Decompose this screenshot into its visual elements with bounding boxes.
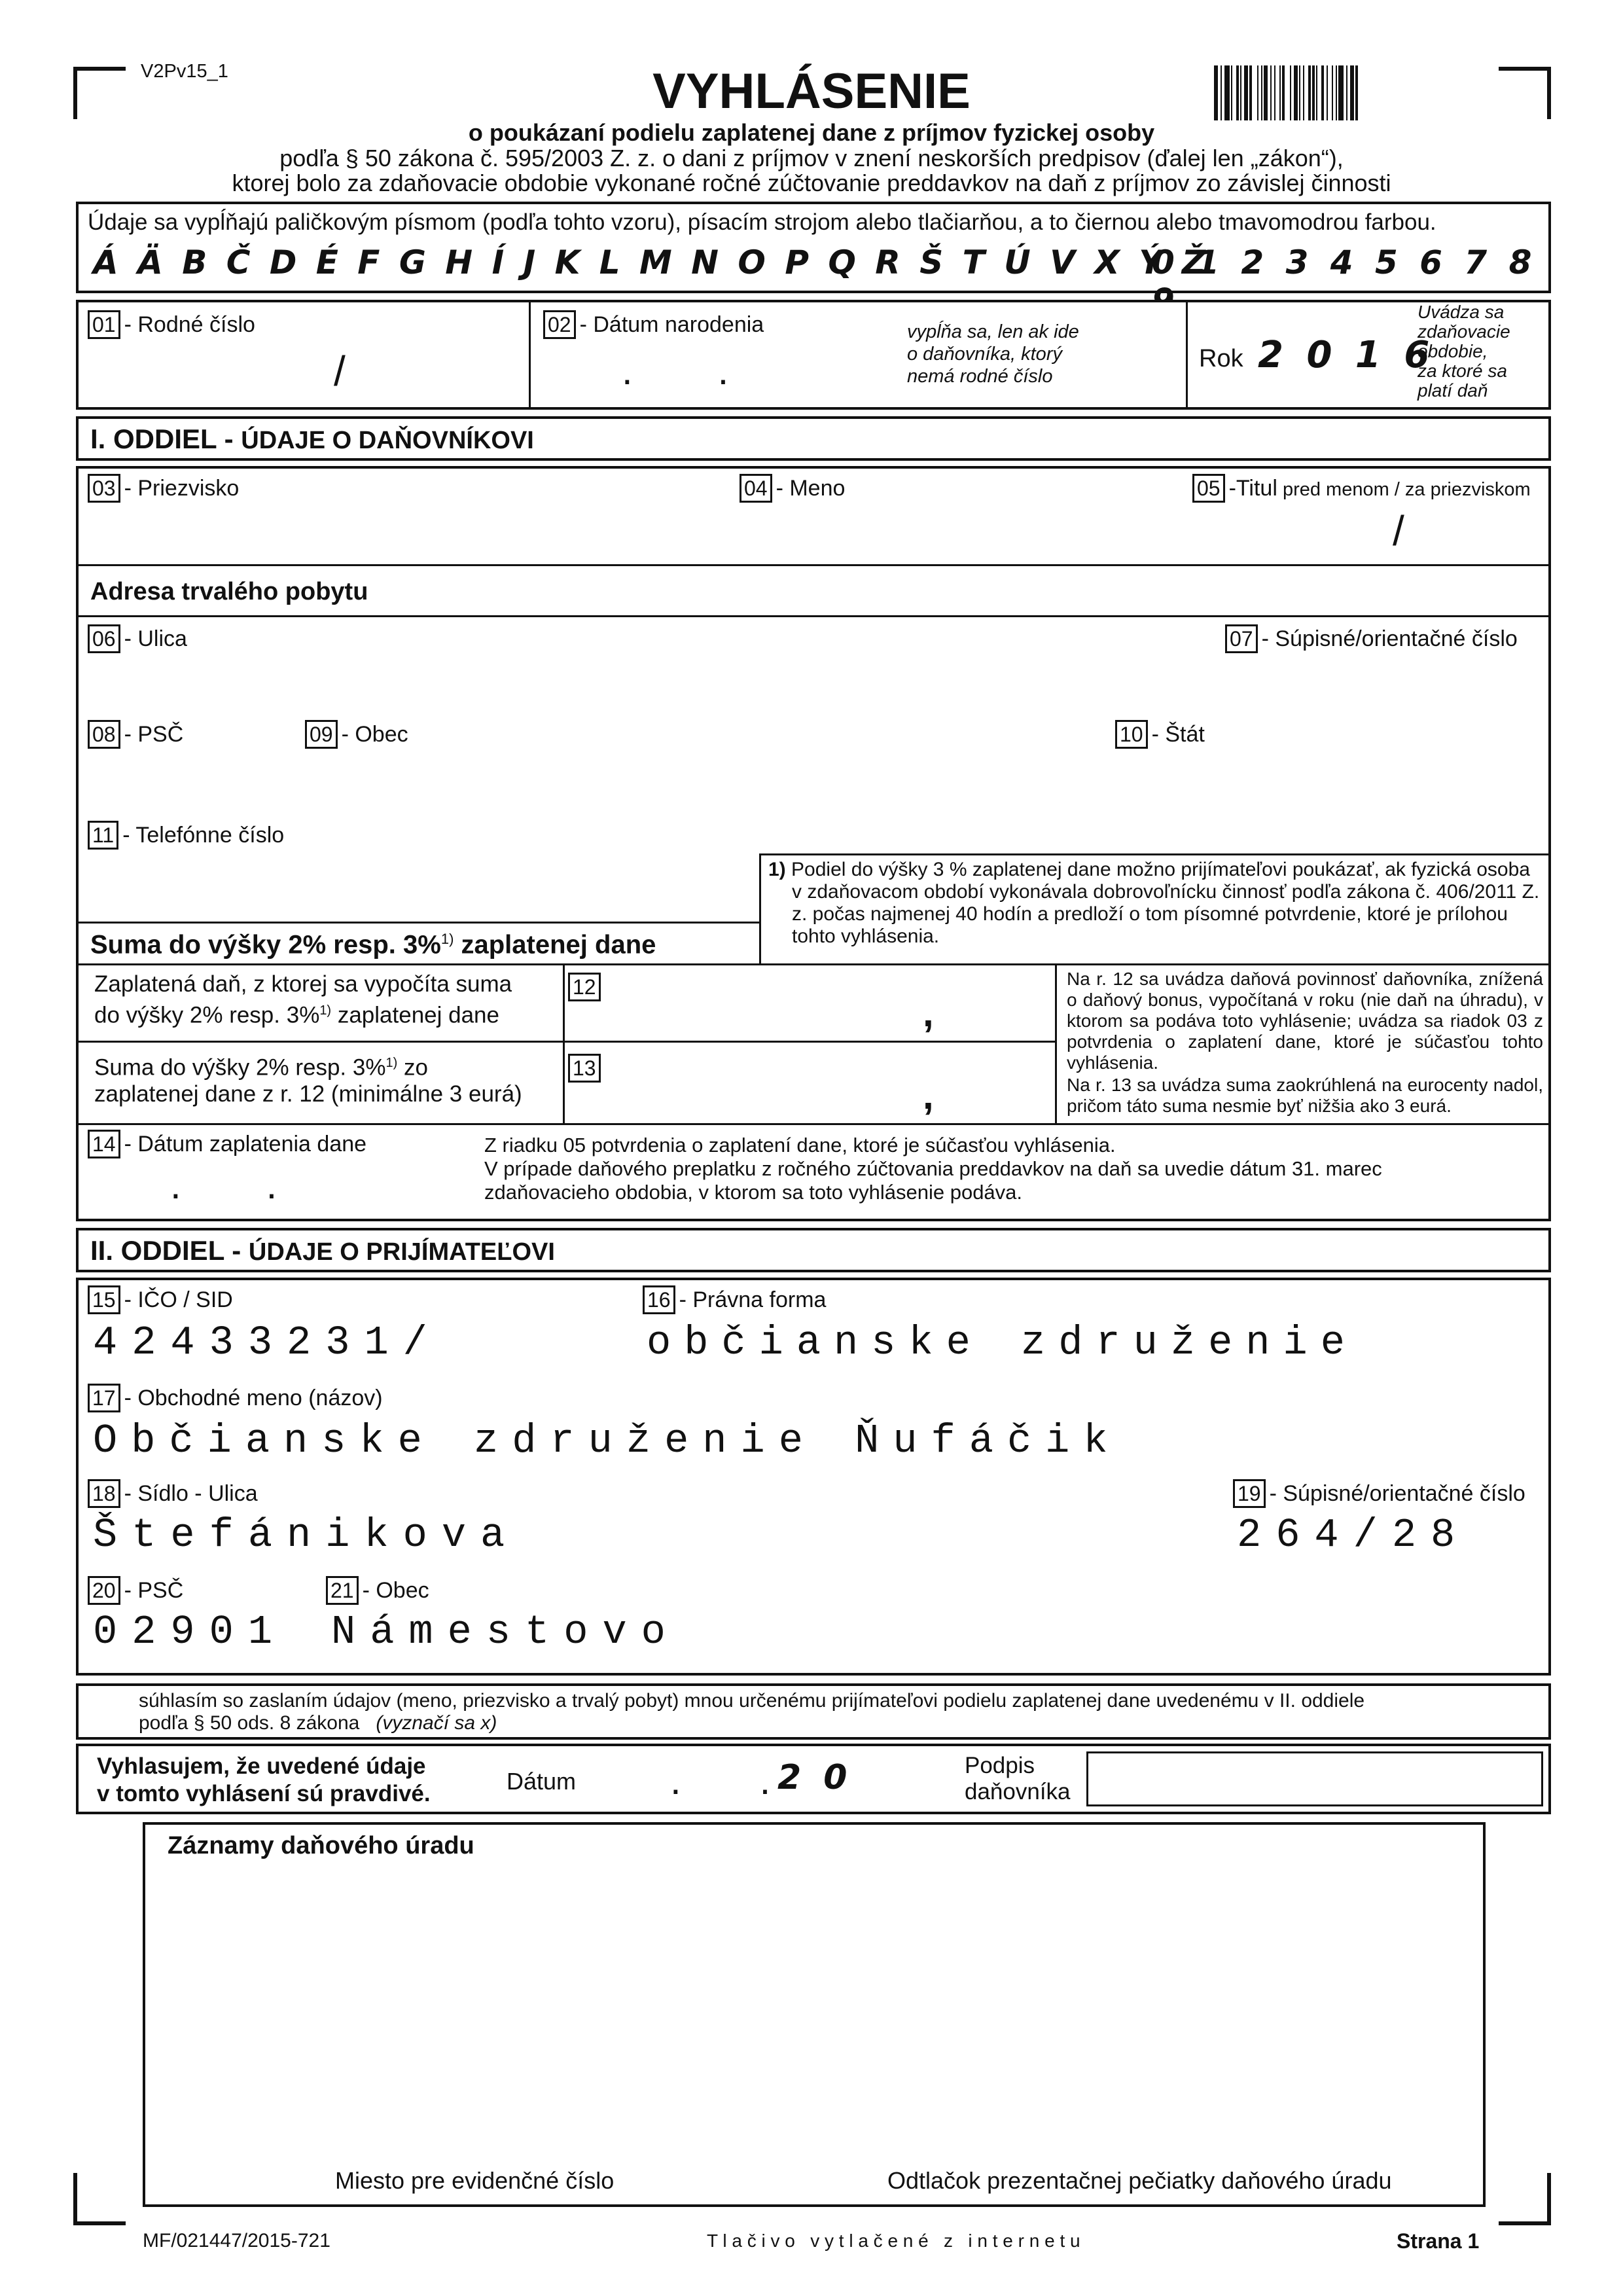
stamp-caption: Odtlačok prezentačnej pečiatky daňového úradu: [887, 2167, 1392, 2194]
identification-row: [76, 300, 1551, 410]
address-title: Adresa trvalého pobytu: [90, 578, 368, 605]
row-13-note: Na r. 13 sa uvádza suma zaokrúhlená na eurocenty nadol, pričom táto suma nesmie byť nižšia ako 3 eurá.: [1067, 1075, 1543, 1116]
field-19-label: 19 - Súpisné/orientačné číslo: [1233, 1479, 1525, 1508]
year-value: 2 0 1 6: [1258, 334, 1435, 376]
corner-mark-bottom-right: [1499, 2173, 1551, 2225]
ico-sid-value[interactable]: 42433231/: [93, 1319, 442, 1366]
header-line-3: ktorej bolo za zdaňovacie obdobie vykonané ročné zúčtovanie preddavkov na daň z príjmov zo závislej činnosti: [232, 170, 1391, 196]
field-09-label: 09 - Obec: [305, 720, 408, 749]
form-code: V2Pv15_1: [141, 61, 228, 82]
row-12-input[interactable]: ,: [923, 991, 934, 1035]
field-02-note: vypĺňa sa, len ak ide o daňovníka, ktorý nemá rodné číslo: [907, 321, 1079, 387]
office-records-box: [143, 1822, 1486, 2207]
field-14-label: 14 - Dátum zaplatenia dane: [88, 1130, 366, 1158]
date-label: Dátum: [507, 1768, 577, 1795]
field-14-note: Z riadku 05 potvrdenia o zaplatení dane, ktoré je súčasťou vyhlásenia. V prípade daňového preplatku z ročného zúčtovania preddavkov na daň sa uvedie dátum 31. marec zdaňovacieho obdobia, v ktorom sa toto vyhlásenie podáva.: [484, 1134, 1382, 1204]
consent-box: [76, 1683, 1551, 1740]
page-title: VYHLÁSENIE: [652, 63, 971, 119]
row-13-label: Suma do výšky 2% resp. 3%$^{1)}$ zo zaplatenej dane z r. 12 (minimálne 3 eurá): [94, 1054, 522, 1107]
instructions-box: [76, 202, 1551, 293]
field-20-label: 20 - PSČ: [88, 1576, 183, 1605]
birth-date-input[interactable]: . .: [622, 349, 729, 393]
sum-title: Suma do výšky 2% resp. 3%$^{1)}$ zaplatenej dane: [90, 930, 656, 960]
field-04-label: 04 - Meno: [740, 474, 845, 503]
postal-code-value[interactable]: 02901: [93, 1609, 287, 1655]
field-18-label: 18 - Sídlo - Ulica: [88, 1479, 258, 1508]
street-value[interactable]: Štefánikova: [93, 1512, 520, 1558]
section-1-body: [76, 466, 1551, 1221]
footer-code: MF/021447/2015-721: [143, 2230, 330, 2251]
field-08-label: 08 - PSČ: [88, 720, 183, 749]
field-16-label: 16 - Právna forma: [643, 1285, 826, 1314]
row-13-input[interactable]: ,: [923, 1073, 934, 1117]
corner-mark-bottom-left: [73, 2173, 126, 2225]
sample-digits: 0 1 2 3 4 5 6 7 8: [1152, 243, 1537, 281]
row-12-num: 12: [568, 973, 605, 1001]
field-21-label: 21 - Obec: [326, 1576, 429, 1605]
field-06-label: 06 - Ulica: [88, 624, 187, 653]
declaration-text: Vyhlasujem, že uvedené údaje v tomto vyhlásení sú pravdivé.: [97, 1753, 431, 1806]
row-12-label: Zaplatená daň, z ktorej sa vypočíta suma do výšky 2% resp. 3%$^{1)}$ zaplatenej dane: [94, 971, 512, 1028]
year-note: Uvádza sa zdaňovacie obdobie, za ktoré sa platí daň: [1418, 302, 1510, 401]
footnote-3-percent: 1) Podiel do výšky 3 % zaplatenej dane možno prijímateľovi poukázať, ak fyzická osoba v zdaňovacom období vykonávala dobrovoľnícku činnosť podľa zákona č. 406/2011 Z. z. počas najmenej 40 hodín a predloží o tom písomné potvrdenie, ktoré je prílohou tohto vyhlásenia.: [768, 859, 1540, 947]
consent-text: súhlasím so zaslaním údajov (meno, priezvisko a trvalý pobyt) mnou určenému prijímateľovi podielu zaplatenej dane uvedenému v II. oddiele podľa § 50 ods. 8 zákona (vyznačí sa x): [139, 1690, 1365, 1734]
registration-number-caption: Miesto pre evidenčné číslo: [335, 2167, 615, 2194]
office-title: Záznamy daňového úradu: [168, 1832, 474, 1859]
field-15-label: 15 - IČO / SID: [88, 1285, 233, 1314]
instructions-text: Údaje sa vypĺňajú paličkovým písmom (podľa tohto vzoru), písacím strojom alebo tlačiarňou, a to čiernou alebo tmavomodrou farbou.: [88, 209, 1436, 235]
birth-number-input[interactable]: /: [334, 348, 346, 395]
field-03-label: 03 - Priezvisko: [88, 474, 239, 503]
row-13-num: 13: [568, 1054, 605, 1083]
field-10-label: 10 - Štát: [1115, 720, 1205, 749]
signature-label: Podpis daňovníka: [965, 1753, 1071, 1804]
declaration-box: [76, 1744, 1551, 1814]
title-input[interactable]: /: [1393, 507, 1404, 554]
city-value[interactable]: Námestovo: [331, 1609, 680, 1655]
page-subtitle: o poukázaní podielu zaplatenej dane z príjmov fyzickej osoby: [468, 119, 1155, 146]
section-1-title: I. ODDIEL - ÚDAJE O DAŇOVNÍKOVI: [76, 416, 1551, 461]
field-17-label: 17 - Obchodné meno (názov): [88, 1384, 383, 1412]
header-line-2: podľa § 50 zákona č. 595/2003 Z. z. o dani z príjmov v znení neskorších predpisov (ďalej len „zákon“),: [279, 145, 1344, 171]
page-number: Strana 1: [1397, 2229, 1480, 2253]
signature-field[interactable]: [1086, 1751, 1543, 1806]
field-01-label: 01 - Rodné číslo: [88, 310, 255, 339]
row-12-note: Na r. 12 sa uvádza daňová povinnosť daňovníka, znížená o daňový bonus, vypočítaná v roku (nie daň na úhradu), v ktorom sa podáva toto vyhlásenie; uvádza sa riadok 03 z potvrdenia o zaplatení dane, ktoré je súčasťou tohto vyhlásenia.: [1067, 969, 1543, 1073]
field-07-label: 07 - Súpisné/orientačné číslo: [1225, 624, 1518, 653]
legal-form-value[interactable]: občianske združenie: [647, 1319, 1358, 1366]
house-number-value[interactable]: 264/28: [1237, 1512, 1470, 1558]
year-label: Rok: [1199, 345, 1243, 372]
sample-alphabet: Á Ä B Č D É F G H Í J K L M N O P Q R Š T Ú V X Ý Ž: [93, 243, 1210, 281]
field-11-label: 11 - Telefónne číslo: [88, 821, 284, 850]
section-2-body: [76, 1278, 1551, 1676]
field-02-label: 02 - Dátum narodenia: [543, 310, 764, 339]
field-05-label: 05 -Titul pred menom / za priezviskom: [1192, 474, 1531, 503]
payment-date-input[interactable]: . .: [170, 1163, 277, 1207]
declaration-date-input[interactable]: . .: [670, 1759, 771, 1803]
declaration-year: 2 0: [777, 1758, 853, 1797]
business-name-value[interactable]: Občianske združenie Ňufáčik: [93, 1418, 1122, 1464]
section-2-title: II. ODDIEL - ÚDAJE O PRIJÍMATEĽOVI: [76, 1228, 1551, 1272]
footer-printed-from-internet: T l a č i v o v y t l a č e n é z i n t e r n e t u: [707, 2231, 1080, 2251]
